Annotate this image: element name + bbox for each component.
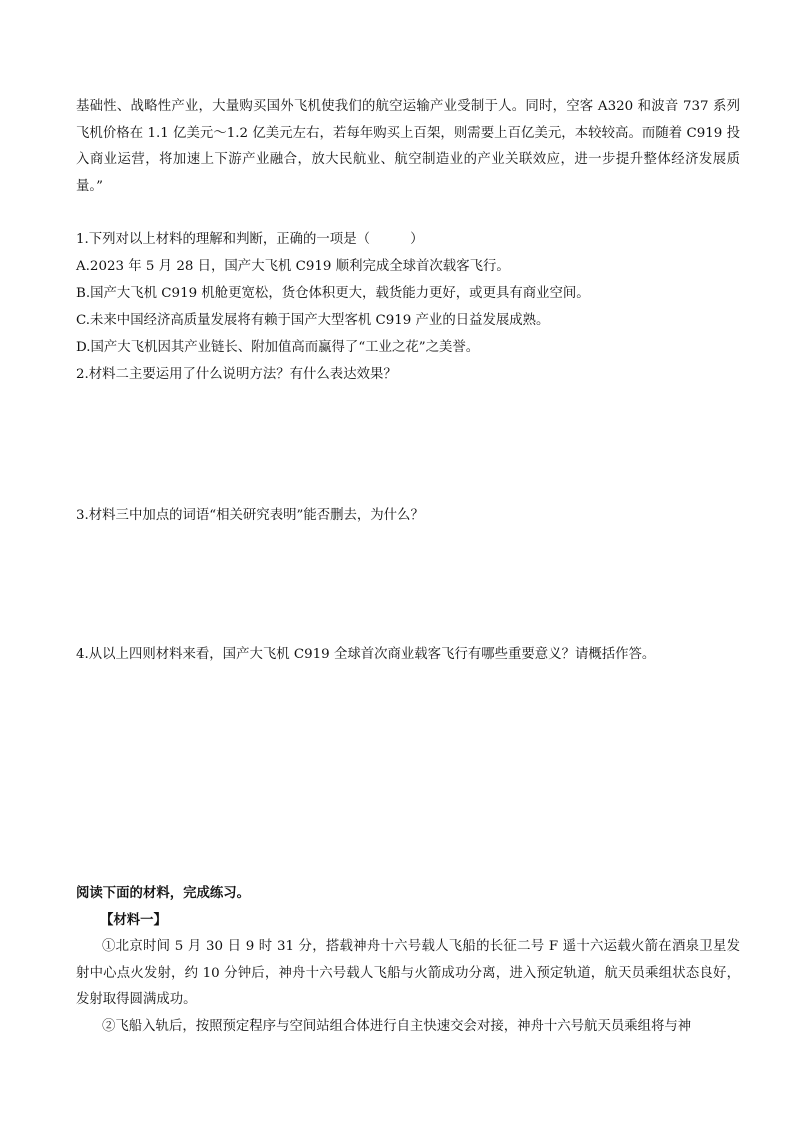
material-one-paragraph-1: ①北京时间 5 月 30 日 9 时 31 分，搭载神舟十六号载人飞船的长征二号 F 遥十六运载火箭在酒泉卫星发射中心点火发射，约 10 分钟后，神舟十六号载人飞船与火箭成功分离，进入预定轨道，航天员乘组状态良好，发射取得圆满成功。	[76, 939, 740, 1007]
question-1-option-d: D.国产大飞机因其产业链长、附加值高而赢得了“工业之花”之美誉。	[76, 340, 480, 355]
question-2: 2.材料二主要运用了什么说明方法？有什么表达效果？	[76, 367, 397, 382]
section-instruction: 阅读下面的材料，完成练习。	[76, 885, 251, 901]
material-continuation-paragraph: 基础性、战略性产业，大量购买国外飞机使我们的航空运输产业受制于人。同时，空客 A320 和波音 737 系列飞机价格在 1.1 亿美元～1.2 亿美元左右，若每年购买上百架，则需要上百亿美元，本较较高。而随着 C919 投入商业运营，将加速上下游产业融合，放大民航业、航空制造业的产业关联效应，进一步提升整体经济发展质量。”	[76, 99, 740, 194]
question-3: 3.材料三中加点的词语“相关研究表明”能否删去，为什么？	[76, 508, 424, 523]
question-1-option-c: C.未来中国经济高质量发展将有赖于国产大型客机 C919 产业的日益发展成熟。	[76, 313, 550, 328]
question-4: 4.从以上四则材料来看，国产大飞机 C919 全球首次商业载客飞行有哪些重要意义？请概括作答。	[76, 647, 656, 662]
material-one-title: 【材料一】	[100, 912, 167, 928]
question-1-option-a: A.2023 年 5 月 28 日，国产大飞机 C919 顺利完成全球首次载客飞行。	[76, 259, 510, 274]
material-one-paragraph-2: ②飞船入轨后，按照预定程序与空间站组合体进行自主快速交会对接，神舟十六号航天员乘组将与神	[102, 1019, 692, 1034]
question-1-option-b: B.国产大飞机 C919 机舱更宽松，货仓体积更大，载货能力更好，或更具有商业空间。	[76, 286, 590, 301]
question-1-stem: 1.下列对以上材料的理解和判断，正确的一项是（ ）	[76, 232, 424, 247]
